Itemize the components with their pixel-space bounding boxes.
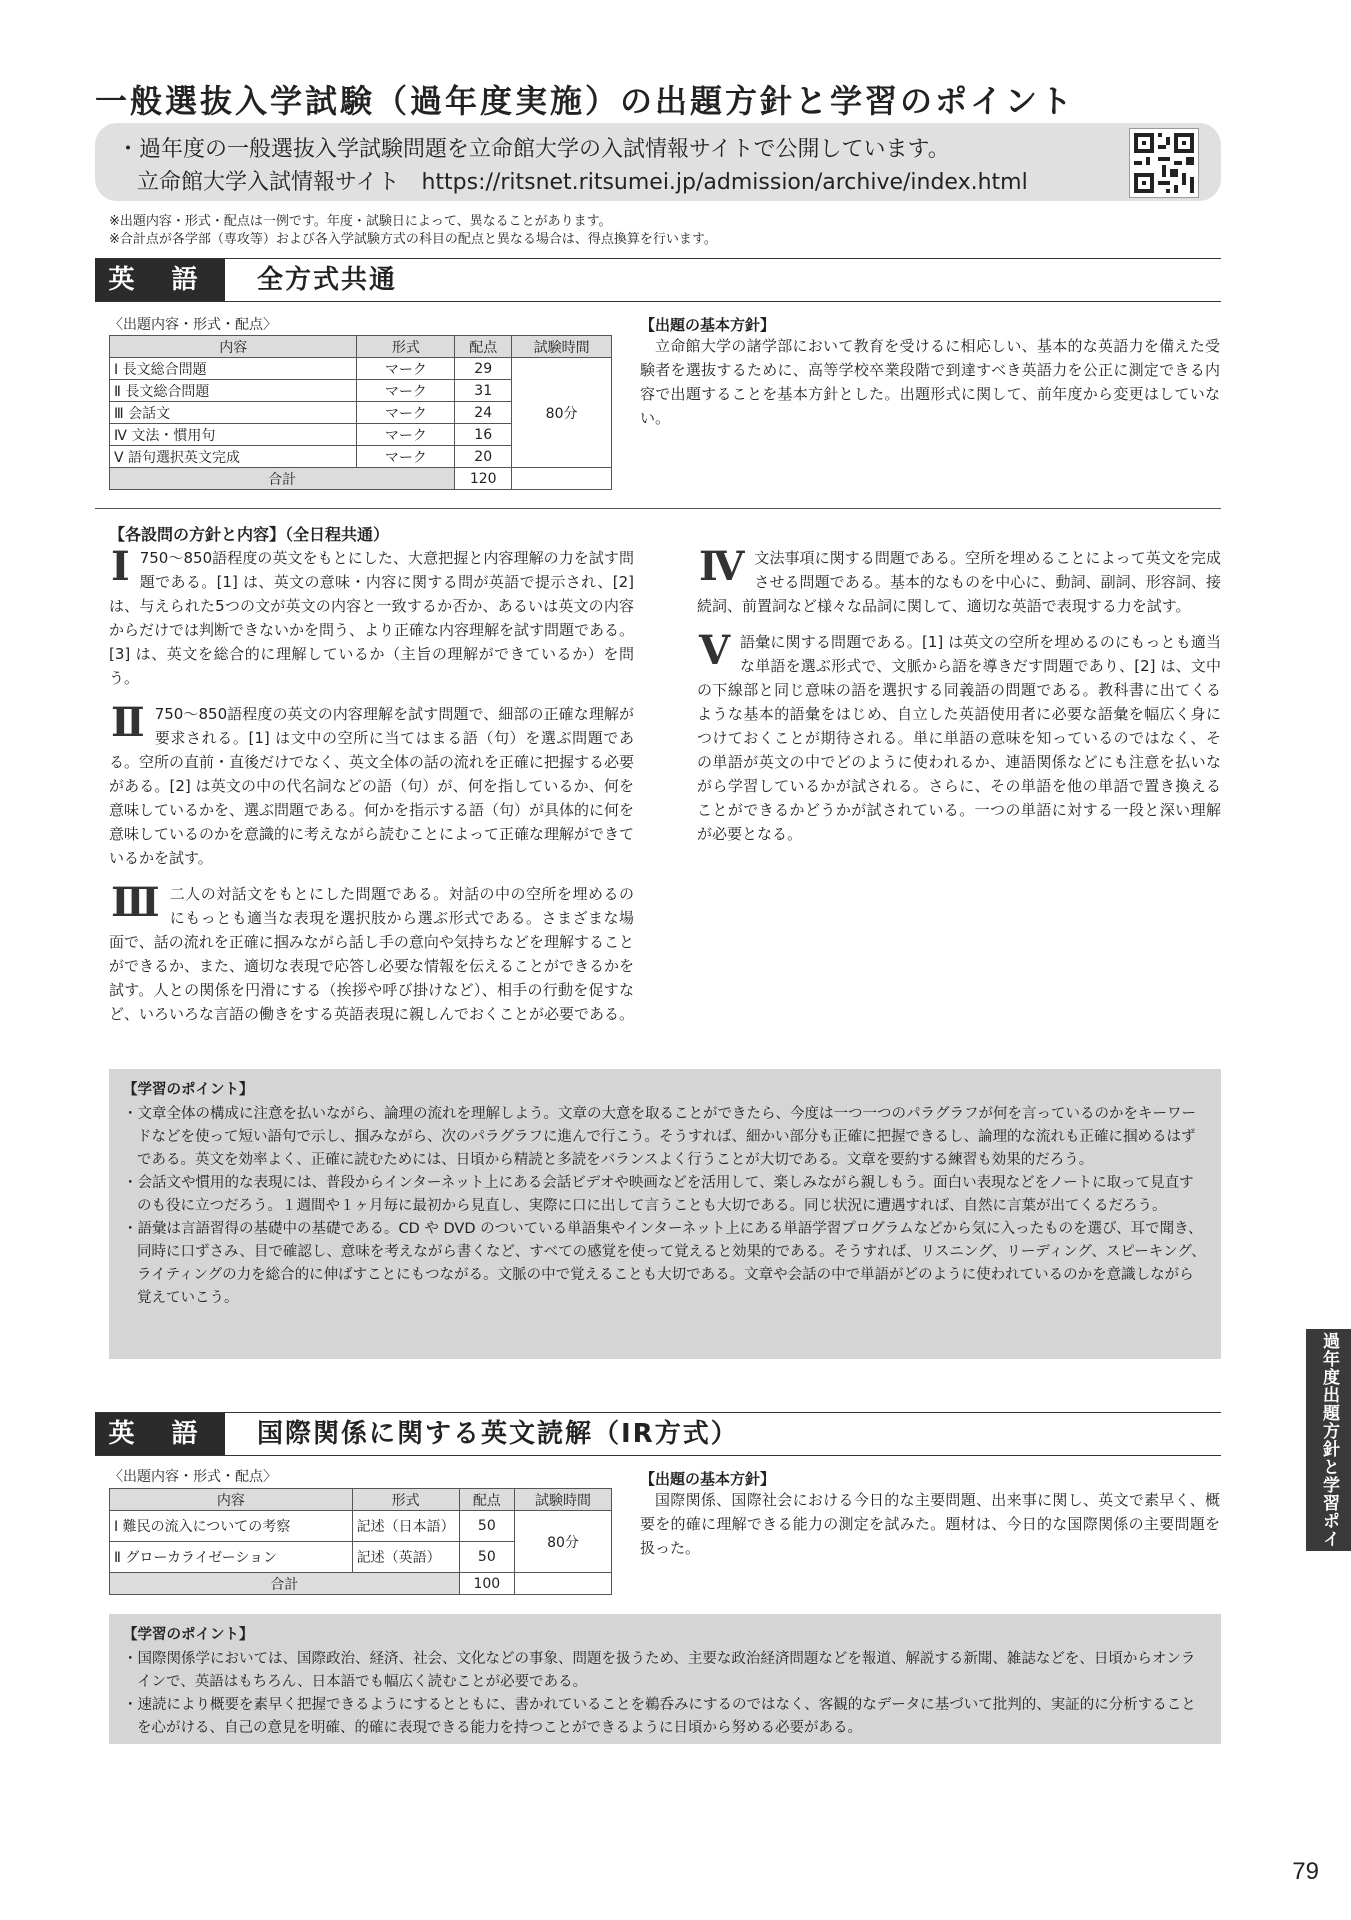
table-header: 内容 [110, 1489, 353, 1511]
question-text: 750〜850語程度の英文の内容理解を試す問題で、細部の正確な理解が要求される。[1] は文中の空所に当てはまる語（句）を選ぶ問題である。空所の直前・直後だけでなく、英文全体の話の流れを正確に把握する必要がある。[2] は英文の中の代名詞などの語（句）が、何を指しているか、何を意味しているかを、選ぶ問題である。何かを指示する語（句）が具体的に何を意味しているのかを意識的に考えながら読むことによって正確な理解ができているかを試す。 [109, 705, 635, 867]
cell-points: 50 [459, 1511, 514, 1542]
side-index-tab[interactable]: 過年度出題方針と学習ポイント [1306, 1329, 1351, 1551]
cell-points: 16 [455, 424, 512, 446]
section2-tag: 英 語 [95, 1413, 225, 1455]
question-numeral: Ⅴ [699, 627, 731, 674]
question-text: 語彙に関する問題である。[1] は英文の空所を埋めるのにもっとも適当な単語を選ぶ形式で、文脈から語を導きだす問題であり、[2] は、文中の下線部と同じ意味の語を選択する同義語の問題である。教科書に出てくるような基本的語彙をはじめ、自立した英語使用者に必要な語彙を幅広く身につけておくことが期待される。単に単語の意味を知っているのではなく、その単語が英文の中でどのように使われるか、連語関係などにも注意を払いながら学習しているかが試される。さらに、その単語を他の単語で置き換えることができるかどうかが試されている。一つの単語に対する一段と深い理解が必要となる。 [697, 633, 1221, 843]
section2-policy-heading: 【出題の基本方針】 [640, 1470, 776, 1488]
cell-format: 記述（日本語） [352, 1511, 459, 1542]
cell-format: マーク [357, 358, 455, 380]
cell-format: マーク [357, 402, 455, 424]
cell-total-label: 合計 [110, 468, 455, 490]
table-row [110, 1511, 612, 1542]
table-header: 内容 [110, 336, 357, 358]
question-numeral: Ⅱ [111, 699, 145, 746]
cell-content: Ⅰ 難民の流入についての考察 [110, 1511, 353, 1542]
section1-learning-points [109, 1069, 1221, 1359]
table-header: 配点 [455, 336, 512, 358]
learning-point: ・文章全体の構成に注意を払いながら、論理の流れを理解しよう。文章の大意を取ることができたら、今度は一つ一つのパラグラフが何を言っているのかをキーワードなどを使って短い語句で示し、掴みながら、次のパラグラフに進んで行こう。そうすれば、細かい部分も正確に把握できるし、論理的な流れも正確に掴めるはずである。英文を効率よく、正確に読むためには、日頃から精読と多読をバランスよく行うことが大切である。文章を要約する練習も効果的だろう。 [123, 1106, 1196, 1168]
section1-header [95, 258, 1221, 302]
table-row [110, 358, 612, 380]
learning-point: ・国際関係学においては、国際政治、経済、社会、文化などの事象、問題を扱うため、主要な政治経済問題などを報道、解説する新聞、雑誌などを、日頃からオンラインで、英語はもちろん、日本語でも幅広く読むことが必要である。 [123, 1651, 1196, 1690]
question-3 [109, 879, 635, 1026]
cell-format: 記述（英語） [352, 1542, 459, 1573]
question-numeral: Ⅰ [111, 543, 130, 590]
section2-policy-text: 国際関係、国際社会における今日的な主要問題、出来事に関し、英文で素早く、概要を的確に理解できる能力の測定を試みた。題材は、今日的な国際関係の主要問題を扱った。 [640, 1491, 1220, 1557]
cell-format: マーク [357, 446, 455, 468]
table-header: 試験時間 [514, 1489, 611, 1511]
question-1 [109, 543, 635, 690]
section2-table-caption: 〈出題内容・形式・配点〉 [109, 1469, 277, 1485]
section1-subtitle: 全方式共通 [257, 265, 398, 295]
cell-format: マーク [357, 424, 455, 446]
cell-content: Ⅱ グローカライゼーション [110, 1542, 353, 1573]
cell-time: 80分 [512, 358, 612, 468]
cell-content: Ⅲ 会話文 [110, 402, 357, 424]
cell-total-label: 合計 [110, 1573, 460, 1595]
cell-content: Ⅱ 長文総合問題 [110, 380, 357, 402]
cell-points: 24 [455, 402, 512, 424]
table-total-row [110, 1573, 612, 1595]
notice-box [95, 123, 1221, 201]
table-header: 配点 [459, 1489, 514, 1511]
cell-format: マーク [357, 380, 455, 402]
cell-total: 120 [455, 468, 512, 490]
notice-line-1: ・過年度の一般選抜入学試験問題を立命館大学の入試情報サイトで公開しています。 [117, 137, 950, 162]
question-numeral: Ⅳ [699, 543, 745, 590]
note-2: ※合計点が各学部（専攻等）および各入学試験方式の科目の配点と異なる場合は、得点換算を行います。 [109, 232, 717, 247]
table-total-row [110, 468, 612, 490]
cell-points: 50 [459, 1542, 514, 1573]
questions-right-column [697, 543, 1221, 846]
learning-points-heading: 【学習のポイント】 [123, 1082, 254, 1098]
learning-point: ・速読により概要を素早く把握できるようにするとともに、書かれていることを鵜呑みにするのではなく、客観的なデータに基づいて批判的、実証的に分析することを心がける、自己の意見を明確、的確に表現できる能力を持つことができるように日頃から努める必要がある。 [123, 1697, 1196, 1736]
learning-point: ・会話文や慣用的な表現には、普段からインターネット上にある会話ビデオや映画などを活用して、楽しみながら親しもう。面白い表現などをノートに取って見直すのも役に立つだろう。１週間や１ヶ月毎に最初から見直し、実際に口に出して言うことも大切である。同じ状況に遭遇すれば、自然に言葉が出てくるだろう。 [123, 1175, 1194, 1214]
note-1: ※出題内容・形式・配点は一例です。年度・試験日によって、異なることがあります。 [109, 214, 612, 229]
section2-learning-points [109, 1614, 1221, 1744]
cell-content: Ⅴ 語句選択英文完成 [110, 446, 357, 468]
section1-policy-text: 立命館大学の諸学部において教育を受けるに相応しい、基本的な英語力を備えた受験者を選抜するために、高等学校卒業段階で到達すべき英語力を公正に測定できる内容で出題することを基本方針とした。出題形式に関して、前年度から変更はしていない。 [640, 337, 1220, 427]
cell-total: 100 [459, 1573, 514, 1595]
section1-table-caption: 〈出題内容・形式・配点〉 [109, 317, 277, 333]
question-text: 750〜850語程度の英文をもとにした、大意把握と内容理解の力を試す問題である。[1] は、英文の意味・内容に関する問が英語で提示され、[2] は、与えられた5つの文が英文の内容と一致するか否か、あるいは英文の内容からだけでは判断できないかを問う、より正確な内容理解を試す問題である。[3] は、英文を総合的に理解しているか（主旨の理解ができているか）を問う。 [109, 549, 635, 687]
question-4 [697, 543, 1221, 618]
cell-points: 31 [455, 380, 512, 402]
question-text: 二人の対話文をもとにした問題である。対話の中の空所を埋めるのにもっとも適当な表現を選択肢から選ぶ形式である。さまざまな場面で、話の流れを正確に掴みながら話し手の意向や気持ちなどを理解することができるか、また、適切な表現で応答し必要な情報を伝えることができるかを試す。人との関係を円滑にする（挨拶や呼び掛けなど）、相手の行動を促すなど、いろいろな言語の働きをする英語表現に親しんでおくことが必要である。 [109, 885, 635, 1023]
section1-score-table [109, 335, 612, 490]
cell-points: 20 [455, 446, 512, 468]
section2-subtitle: 国際関係に関する英文読解（IR方式） [257, 1419, 739, 1449]
questions-left-column [109, 543, 635, 1026]
qr-code-icon[interactable] [1129, 128, 1199, 198]
section1-policy-heading: 【出題の基本方針】 [640, 316, 776, 334]
page-number: 79 [1292, 1858, 1319, 1885]
section2-header [95, 1412, 1221, 1456]
page-title: 一般選抜入学試験（過年度実施）の出題方針と学習のポイント [95, 82, 1076, 120]
cell-content: Ⅰ 長文総合問題 [110, 358, 357, 380]
question-2 [109, 699, 635, 870]
divider [95, 508, 1221, 509]
cell-points: 29 [455, 358, 512, 380]
learning-points-heading: 【学習のポイント】 [123, 1627, 254, 1643]
notice-line-2: 立命館大学入試情報サイト https://ritsnet.ritsumei.jp/admission/archive/index.html [137, 170, 1028, 195]
section1-questions-heading: 【各設問の方針と内容】（全日程共通） [109, 525, 390, 544]
section2-score-table [109, 1488, 612, 1595]
table-header: 試験時間 [512, 336, 612, 358]
section1-tag: 英 語 [95, 259, 225, 301]
question-5 [697, 627, 1221, 846]
question-text: 文法事項に関する問題である。空所を埋めることによって英文を完成させる問題である。基本的なものを中心に、動詞、副詞、形容詞、接続詞、前置詞など様々な品詞に関して、適切な英語で表現する力を試す。 [697, 549, 1221, 615]
cell-time: 80分 [514, 1511, 611, 1573]
table-header: 形式 [352, 1489, 459, 1511]
learning-point: ・語彙は言語習得の基礎中の基礎である。CD や DVD のついている単語集やインターネット上にある単語学習プログラムなどから気に入ったものを選び、耳で聞き、同時に口ずさみ、目で確認し、意味を考えながら書くなど、すべての感覚を使って覚えると効果的である。そうすれば、リスニング、リーディング、スピーキング、ライティングの力を総合的に伸ばすことにもつながる。文脈の中で覚えることも大切である。文章や会話の中で単語がどのように使われているのかを意識しながら覚えていこう。 [123, 1221, 1206, 1306]
cell-content: Ⅳ 文法・慣用句 [110, 424, 357, 446]
table-header: 形式 [357, 336, 455, 358]
question-numeral: Ⅲ [111, 879, 160, 926]
